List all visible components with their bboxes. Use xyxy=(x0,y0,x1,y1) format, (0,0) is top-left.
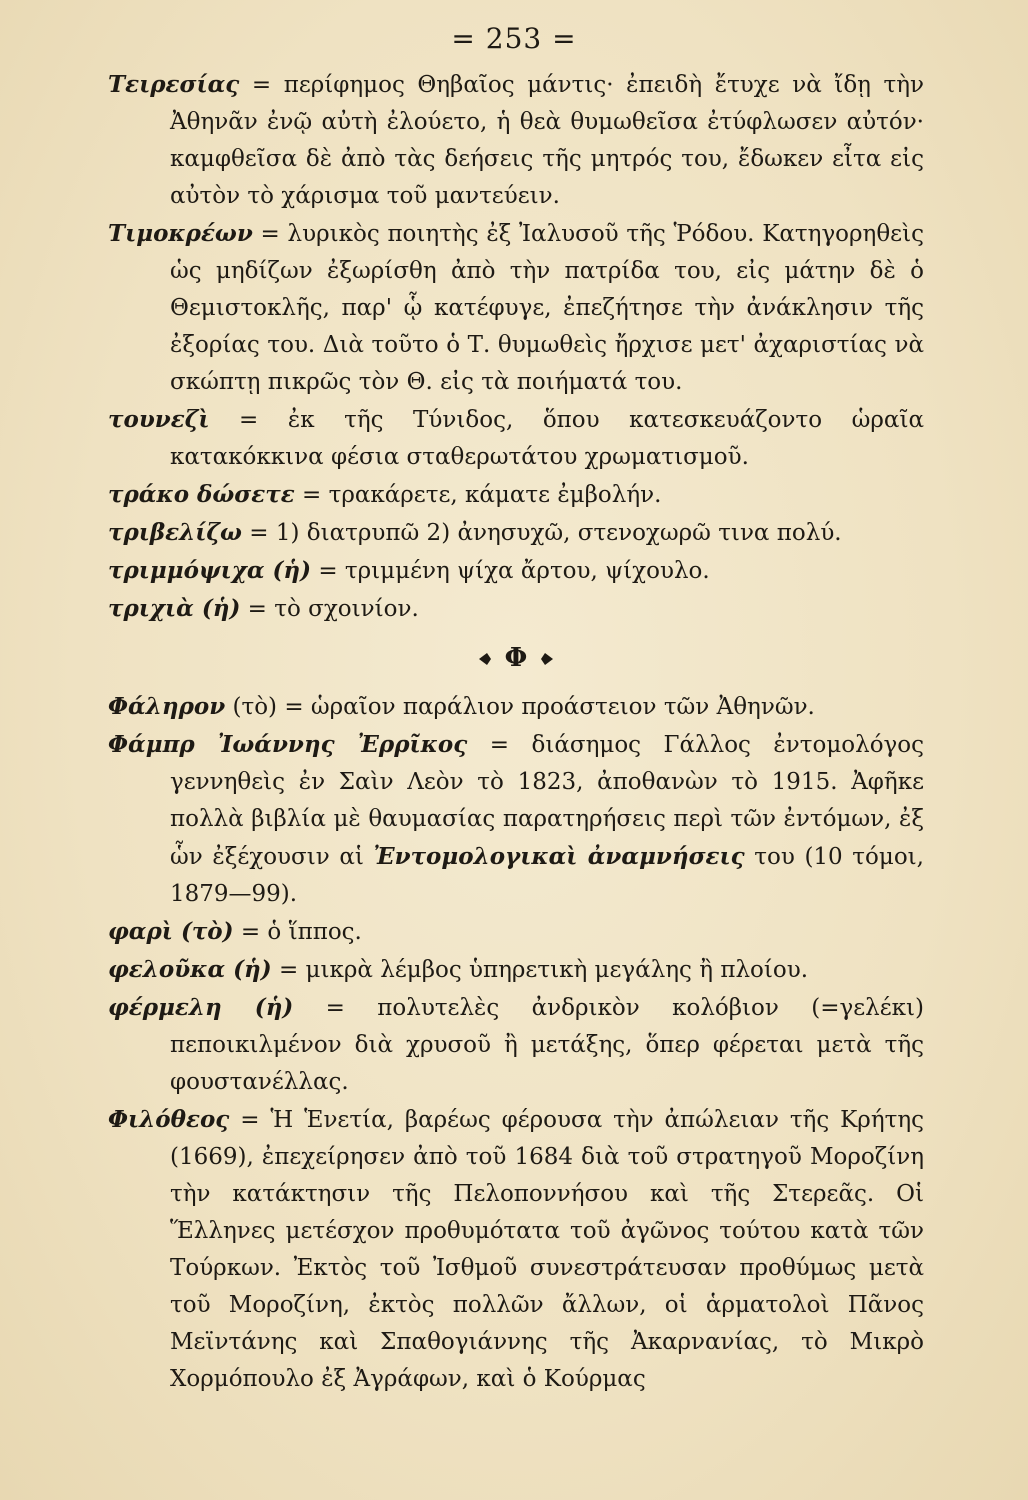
definition: = ὁ ἵππος. xyxy=(233,919,362,945)
dictionary-text xyxy=(108,66,924,1398)
headword: τουνεζὶ xyxy=(108,406,210,433)
definition: = διάσημος Γάλλος ἐντομολόγος γεννηθεὶς ἐν Σαὶν Λεὸν τὸ 1823, ἀποθανὼν τὸ 1915. Ἀφῆκε πολλὰ βιβλία μὲ θαυμασίας παρατηρήσεις περὶ τῶν ἐντόμων, ἐξ ὧν ἐξέχουσιν αἱ xyxy=(170,732,925,870)
book-title: Ἐντομολογικαὶ ἀναμνήσεις xyxy=(373,843,745,870)
section-ornament xyxy=(108,628,924,688)
entry-faliron xyxy=(108,688,924,726)
ornament-diamond-left-icon xyxy=(479,651,505,667)
definition: = τριμμένη ψίχα ἄρτου, ψίχουλο. xyxy=(311,558,710,584)
headword: τριβελίζω xyxy=(108,519,242,546)
entry-filotheos xyxy=(108,1101,924,1398)
entry-trichia xyxy=(108,590,924,628)
entry-timokreon xyxy=(108,215,924,401)
definition: = ἐκ τῆς Τύνιδος, ὅπου κατεσκευάζοντο ὡραῖα κατακόκκινα φέσια σταθερωτάτου χρωματισμοῦ. xyxy=(170,407,924,470)
definition: = 1) διατρυπῶ 2) ἀνησυχῶ, στενοχωρῶ τινα πολύ. xyxy=(241,520,842,546)
definition-tail: του (10 τόμοι, 1879—99). xyxy=(170,844,924,907)
definition: = μικρὰ λέμβος ὑπηρετικὴ μεγάλης ἢ πλοίου. xyxy=(271,957,809,983)
entry-fabre xyxy=(108,726,924,913)
page-number: = 253 = xyxy=(451,22,577,55)
definition: = πολυτελὲς ἀνδρικὸν κολόβιον (=γελέκι) πεποικιλμένον διὰ χρυσοῦ ἢ μετάξης, ὅπερ φέρεται μετὰ τῆς φουστανέλλας. xyxy=(170,995,925,1095)
ornament-diamond-right-icon xyxy=(527,651,553,667)
definition: = περίφημος Θηβαῖος μάντις· ἐπειδὴ ἔτυχε νὰ ἴδῃ τὴν Ἀθηνᾶν ἐνῷ αὐτὴ ἐλούετο, ἡ θεὰ θυμωθεῖσα ἐτύφλωσεν αὐτόν· καμφθεῖσα δὲ ἀπὸ τὰς δεήσεις τῆς μητρός του, ἔδωκεν εἶτα εἰς αὐτὸν τὸ χάρισμα τοῦ μαντεύειν. xyxy=(170,72,924,209)
headword: τριχιὰ (ἡ) xyxy=(108,595,241,622)
headword: φέρμελη (ἡ) xyxy=(108,994,294,1021)
headword: φαρὶ (τὸ) xyxy=(108,918,234,945)
entry-trivelizo xyxy=(108,514,924,552)
entry-trako-dosete xyxy=(108,476,924,514)
headword: Φιλόθεος xyxy=(108,1106,230,1133)
entry-felouka xyxy=(108,951,924,989)
definition: = λυρικὸς ποιητὴς ἐξ Ἰαλυσοῦ τῆς Ῥόδου. Κατηγορηθεὶς ὡς μηδίζων ἐξωρίσθη ἀπὸ τὴν πατρίδα του, εἰς μάτην δὲ ὁ Θεμιστοκλῆς, παρ' ᾧ κατέφυγε, ἐπεζήτησε τὴν ἀνάκλησιν τῆς ἐξορίας του. Διὰ τοῦτο ὁ Τ. θυμωθεὶς ἤρχισε μετ' ἀχαριστίας νὰ σκώπτῃ πικρῶς τὸν Θ. εἰς τὰ ποιήματά του. xyxy=(170,221,924,395)
headword: τράκο δώσετε xyxy=(108,481,295,508)
definition: = Ἡ Ἑνετία, βαρέως φέρουσα τὴν ἀπώλειαν τῆς Κρήτης (1669), ἐπεχείρησεν ἀπὸ τοῦ 1684 διὰ τοῦ στρατηγοῦ Μοροζίνη τὴν κατάκτησιν τῆς Πελοποννήσου καὶ τῆς Στερεᾶς. Οἱ Ἕλληνες μετέσχον προθυμότατα τοῦ ἀγῶνος τούτου κατὰ τῶν Τούρκων. Ἐκτὸς τοῦ Ἰσθμοῦ συνεστράτευσαν προθύμως μετὰ τοῦ Μοροζίνη, ἐκτὸς πολλῶν ἄλλων, οἱ ἁρματολοὶ Πᾶνος Μεϊντάνης καὶ Σπαθογιάννης τῆς Ἀκαρνανίας, τὸ Μικρὸ Χορμόπουλο ἐξ Ἀγράφων, καὶ ὁ Κούρμας xyxy=(170,1107,924,1392)
definition: (τὸ) = ὡραῖον παράλιον προάστειον τῶν Ἀθηνῶν. xyxy=(225,694,815,720)
entry-trimmopsicha xyxy=(108,552,924,590)
definition: = τὸ σχοινίον. xyxy=(240,596,419,622)
entry-teiresias xyxy=(108,66,924,215)
entry-fari xyxy=(108,913,924,951)
headword: Τιμοκρέων xyxy=(108,220,253,247)
headword: Τειρεσίας xyxy=(108,71,240,98)
section-letter: Φ xyxy=(504,643,528,673)
definition: = τρακάρετε, κάματε ἐμβολήν. xyxy=(294,482,662,508)
headword: φελοῦκα (ἡ) xyxy=(108,956,272,983)
headword: Φάμπρ Ἰωάννης Ἐρρῖκος xyxy=(108,731,468,758)
entry-fermeli xyxy=(108,989,924,1101)
headword: Φάληρον xyxy=(108,693,226,720)
entry-touneзi xyxy=(108,401,924,476)
headword: τριμμόψιχα (ἡ) xyxy=(108,557,312,584)
